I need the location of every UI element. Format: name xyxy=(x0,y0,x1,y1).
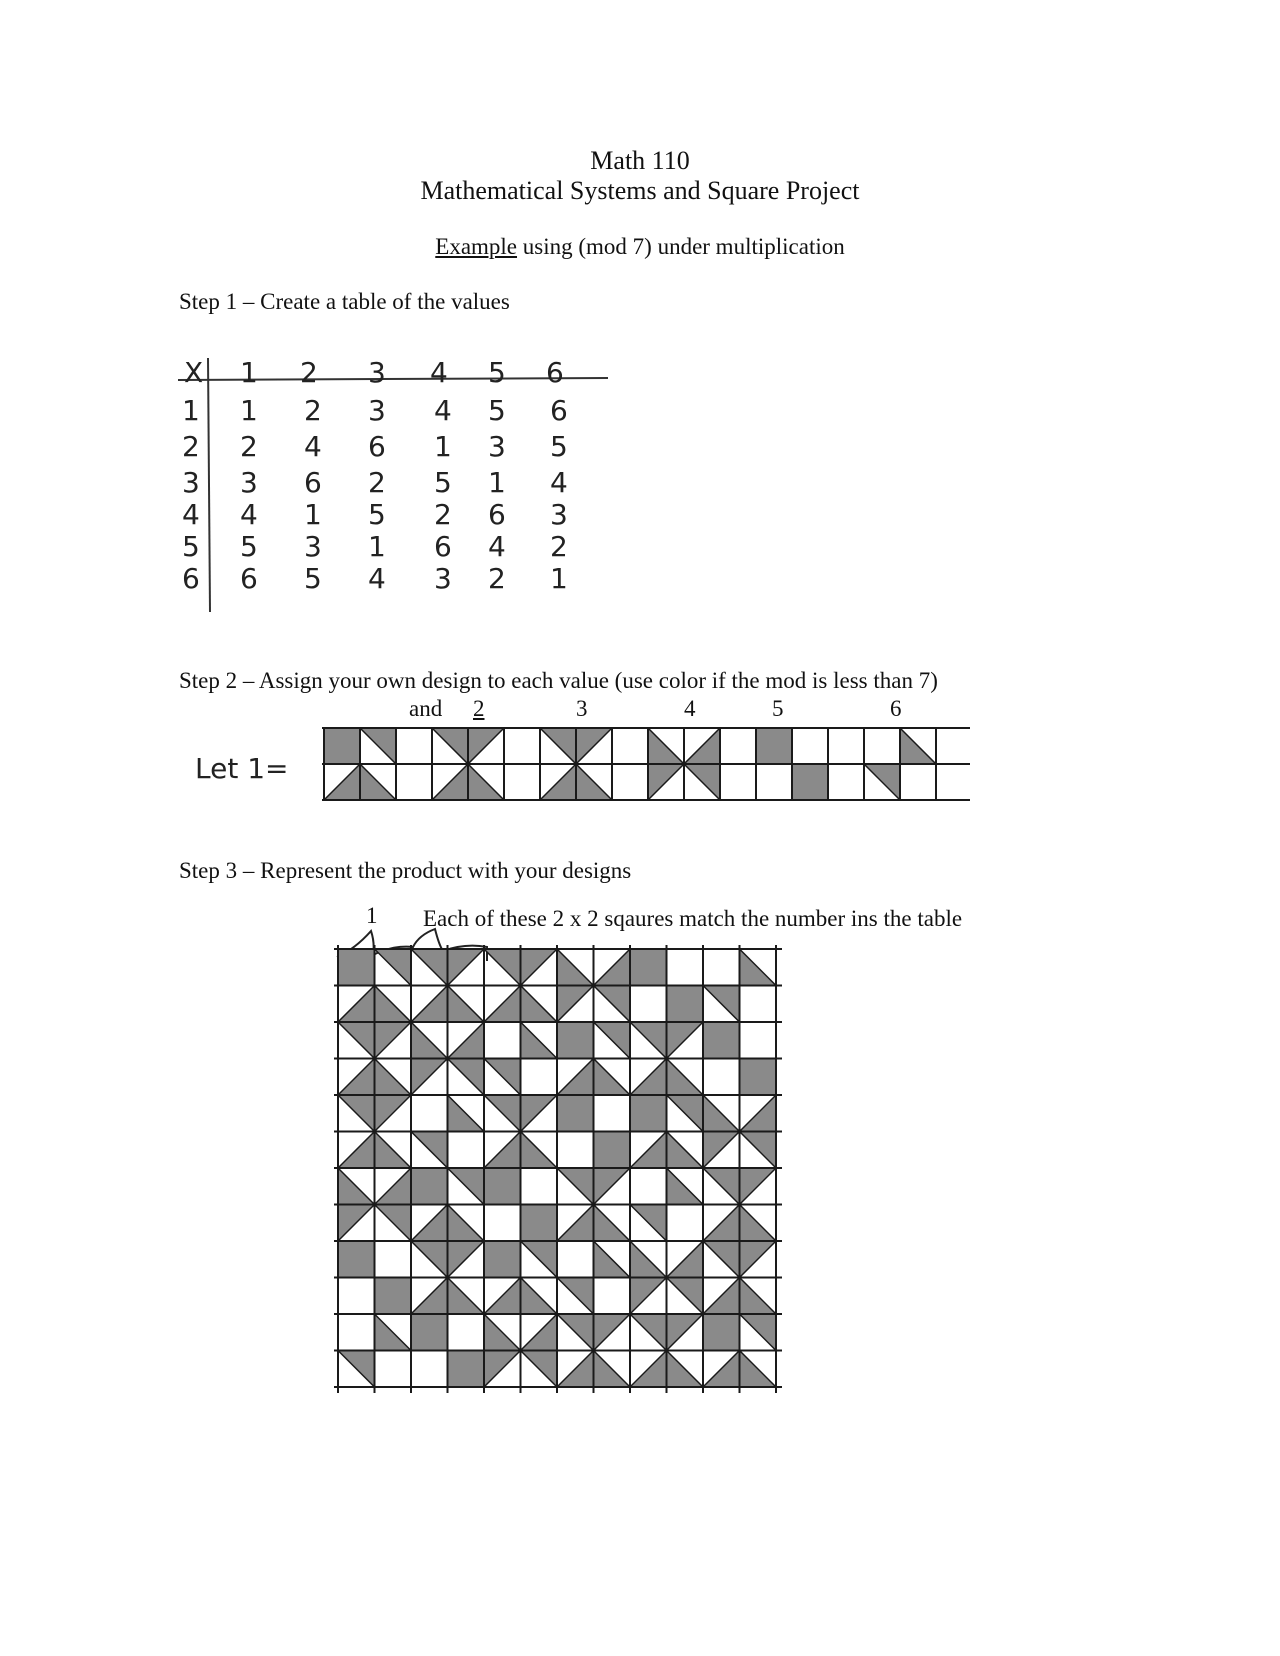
value-label-4: 4 xyxy=(684,696,696,721)
table-cell: 2 xyxy=(304,394,322,427)
table-cell: 1 xyxy=(434,430,452,463)
value-label-5: 5 xyxy=(772,696,784,721)
table-cell: 1 xyxy=(240,394,258,427)
table-cell: 1 xyxy=(550,562,568,595)
table-cell: 6 xyxy=(488,498,506,531)
table-row-header: 6 xyxy=(182,562,200,595)
block-marker: 1 xyxy=(366,903,378,928)
table-col-header: 6 xyxy=(546,356,564,389)
table-cell: 2 xyxy=(434,498,452,531)
table-cell: 3 xyxy=(434,562,452,595)
example-rest: using (mod 7) under multiplication xyxy=(517,234,845,259)
quilt-tile xyxy=(667,986,704,1023)
step3-note: Each of these 2 x 2 sqaures match the number ins the table xyxy=(423,906,963,931)
table-cell: 2 xyxy=(240,430,258,463)
project-title: Mathematical Systems and Square Project xyxy=(420,176,860,205)
table-cell: 5 xyxy=(368,498,386,531)
table-cell: 5 xyxy=(550,430,568,463)
example-subtitle xyxy=(0,234,1280,260)
table-col-header: 3 xyxy=(368,356,386,389)
step2-label: Step 2 – Assign your own design to each value (use color if the mod is less than 7) xyxy=(179,668,938,693)
design-key-strip xyxy=(322,724,972,804)
table-cell: 3 xyxy=(368,394,386,427)
table-cell: 6 xyxy=(550,394,568,427)
quilt-tile xyxy=(411,1168,448,1205)
quilt-tile xyxy=(594,1132,631,1169)
table-cell: 4 xyxy=(240,498,258,531)
table-col-header: 2 xyxy=(300,356,318,389)
design-tile xyxy=(792,764,828,800)
table-cell: 6 xyxy=(304,466,322,499)
step3-label: Step 3 – Represent the product with your designs xyxy=(179,858,632,883)
design-tile xyxy=(756,728,792,764)
table-row-header: 3 xyxy=(182,466,200,499)
table-row-header: 1 xyxy=(182,394,200,427)
quilt-tile xyxy=(411,1314,448,1351)
mult-table xyxy=(178,318,608,614)
quilt-tile xyxy=(740,1059,777,1096)
table-cell: 3 xyxy=(550,498,568,531)
value-label-3: 3 xyxy=(576,696,588,721)
quilt-tile xyxy=(484,1168,521,1205)
quilt-tile xyxy=(338,1241,375,1278)
table-cell: 6 xyxy=(368,430,386,463)
table-cell: 6 xyxy=(240,562,258,595)
table-row-header: 4 xyxy=(182,498,200,531)
value-label-6: 6 xyxy=(890,696,902,721)
table-cell: 4 xyxy=(434,394,452,427)
table-cell: 1 xyxy=(488,466,506,499)
course-title: Math 110 xyxy=(590,146,690,175)
table-cell: 5 xyxy=(240,530,258,563)
table-corner: X xyxy=(184,356,204,389)
quilt-tile xyxy=(557,1022,594,1059)
let-one-label: Let 1= xyxy=(195,752,289,785)
quilt-tile xyxy=(448,1351,485,1388)
table-cell: 4 xyxy=(368,562,386,595)
table-cell: 3 xyxy=(304,530,322,563)
table-cell: 6 xyxy=(434,530,452,563)
design-tile xyxy=(324,728,360,764)
example-word: Example xyxy=(435,234,518,259)
quilt-tile xyxy=(630,949,667,986)
table-cell: 1 xyxy=(304,498,322,531)
table-cell: 3 xyxy=(488,430,506,463)
and-word: and xyxy=(409,696,443,721)
step1-label: Step 1 – Create a table of the values xyxy=(179,289,510,314)
table-cell: 5 xyxy=(488,394,506,427)
value-label-2: 2 xyxy=(473,696,485,721)
quilt-tile xyxy=(521,1205,558,1242)
table-cell: 2 xyxy=(368,466,386,499)
table-cell: 4 xyxy=(488,530,506,563)
quilt-tile xyxy=(375,1278,412,1315)
quilt-tile xyxy=(484,1241,521,1278)
product-quilt xyxy=(302,945,802,1415)
quilt-tile xyxy=(557,1095,594,1132)
table-row-header: 2 xyxy=(182,430,200,463)
table-row-header: 5 xyxy=(182,530,200,563)
table-col-header: 4 xyxy=(430,356,448,389)
quilt-tile xyxy=(703,1022,740,1059)
table-cell: 4 xyxy=(550,466,568,499)
table-col-header: 1 xyxy=(240,356,258,389)
table-cell: 3 xyxy=(240,466,258,499)
quilt-tile xyxy=(630,1095,667,1132)
table-cell: 2 xyxy=(550,530,568,563)
table-cell: 5 xyxy=(434,466,452,499)
table-cell: 5 xyxy=(304,562,322,595)
table-cell: 2 xyxy=(488,562,506,595)
table-cell: 4 xyxy=(304,430,322,463)
quilt-tile xyxy=(703,1314,740,1351)
table-cell: 1 xyxy=(368,530,386,563)
quilt-tile xyxy=(338,949,375,986)
table-col-header: 5 xyxy=(488,356,506,389)
